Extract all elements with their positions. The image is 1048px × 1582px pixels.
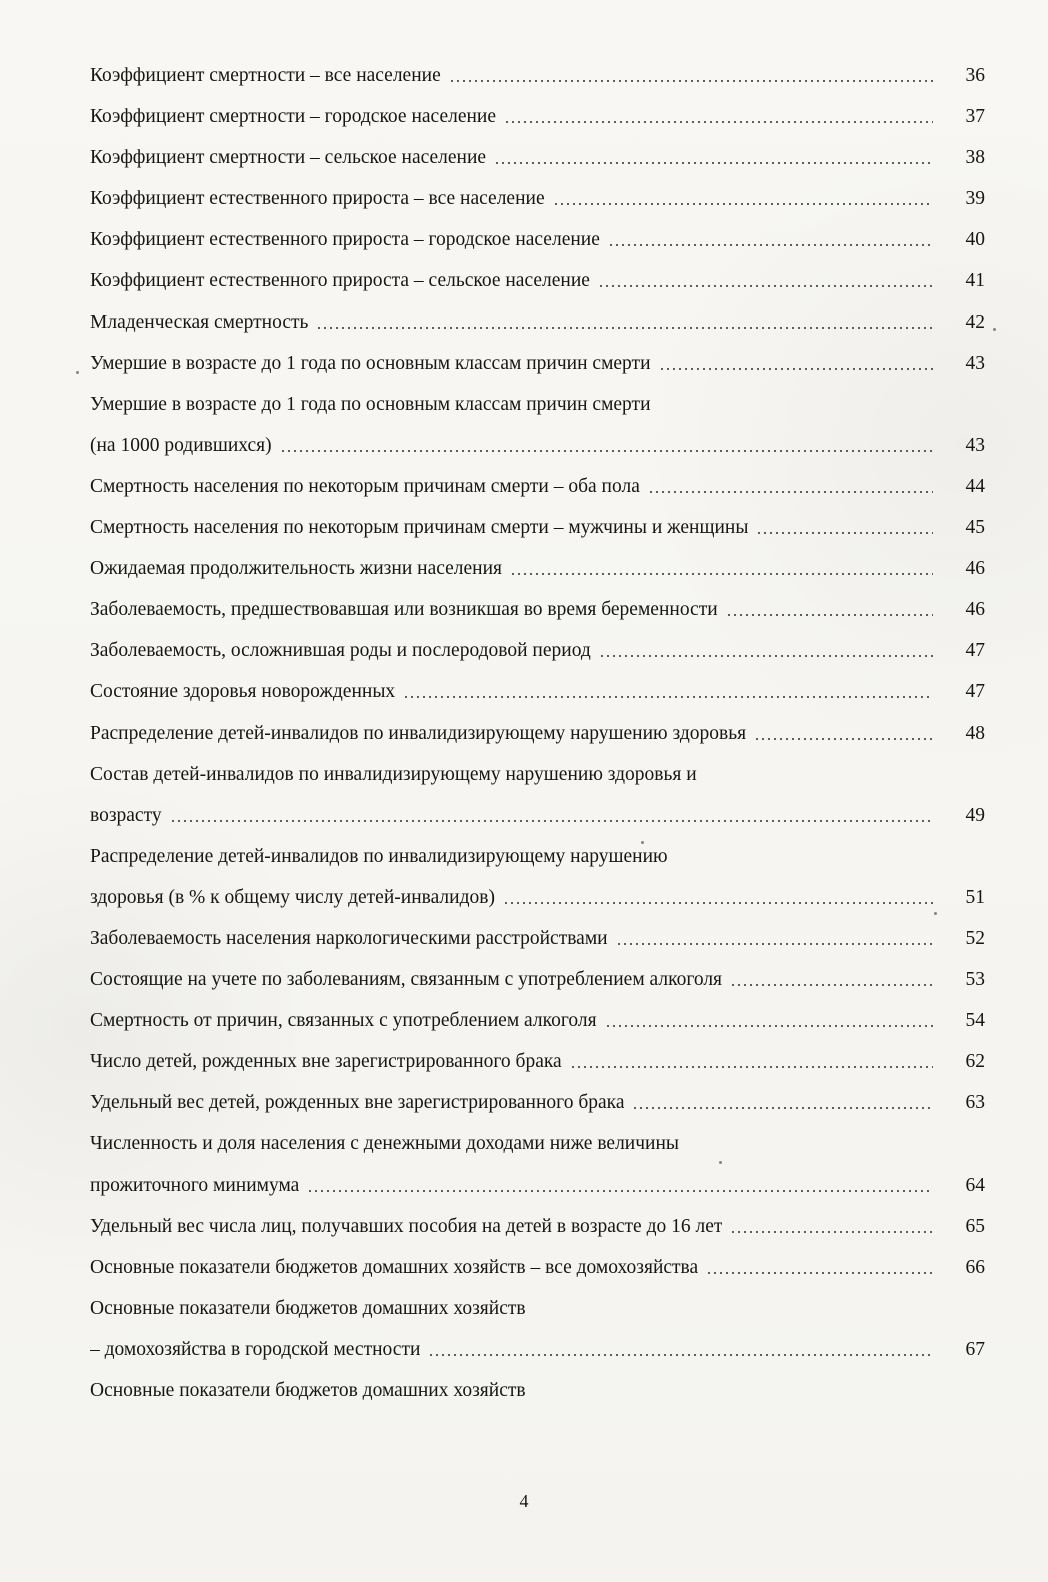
dot-leader bbox=[648, 491, 933, 493]
toc-entry bbox=[90, 302, 985, 343]
dot-leader bbox=[599, 655, 933, 657]
scan-speck bbox=[719, 1161, 722, 1164]
toc-entry-title: Состоящие на учете по заболеваниям, связанным с употреблением алкоголя bbox=[90, 969, 723, 991]
toc-entry bbox=[90, 713, 985, 754]
dot-leader bbox=[504, 121, 933, 123]
toc-entry bbox=[90, 384, 985, 425]
toc-entry bbox=[90, 589, 985, 630]
toc-entry bbox=[90, 260, 985, 301]
dot-leader bbox=[316, 327, 933, 329]
dot-leader bbox=[170, 820, 933, 822]
scan-speck bbox=[76, 371, 79, 374]
dot-leader bbox=[756, 532, 933, 534]
dot-leader bbox=[616, 943, 933, 945]
toc-entry bbox=[90, 877, 985, 918]
table-of-contents bbox=[90, 55, 985, 1411]
scan-speck bbox=[993, 328, 996, 331]
scan-speck bbox=[641, 841, 644, 844]
dot-leader bbox=[659, 368, 933, 370]
toc-entry bbox=[90, 1123, 985, 1164]
toc-entry-title: Смертность населения по некоторым причинам смерти – мужчины и женщины bbox=[90, 517, 749, 539]
toc-entry-title: (на 1000 родившихся) bbox=[90, 434, 272, 456]
toc-entry-title: Коэффициент смертности – сельское население bbox=[90, 147, 487, 169]
toc-entry-title: Основные показатели бюджетов домашних хозяйств bbox=[90, 1297, 526, 1319]
toc-entry-page-number: 51 bbox=[965, 886, 985, 908]
dot-leader bbox=[706, 1272, 933, 1274]
toc-entry bbox=[90, 918, 985, 959]
dot-leader bbox=[726, 614, 933, 616]
toc-entry-page-number: 36 bbox=[965, 65, 985, 86]
toc-entry-page-number: 67 bbox=[965, 1338, 985, 1360]
toc-entry bbox=[90, 137, 985, 178]
toc-entry-title: – домохозяйства в городской местности bbox=[90, 1338, 421, 1360]
toc-entry-page-number: 53 bbox=[965, 969, 985, 991]
toc-entry-title: Состав детей-инвалидов по инвалидизирующему нарушению здоровья и bbox=[90, 763, 697, 785]
dot-leader bbox=[754, 738, 933, 740]
dot-leader bbox=[598, 285, 933, 287]
scan-speck bbox=[934, 912, 937, 915]
toc-entry-title: Распределение детей-инвалидов по инвалидизирующему нарушению bbox=[90, 845, 668, 867]
toc-entry-title: Умершие в возрасте до 1 года по основным классам причин смерти bbox=[90, 393, 651, 415]
dot-leader bbox=[608, 244, 933, 246]
toc-entry-page-number: 43 bbox=[965, 352, 985, 374]
dot-leader bbox=[510, 573, 933, 575]
toc-entry-page-number: 62 bbox=[965, 1051, 985, 1073]
toc-entry-title: Распределение детей-инвалидов по инвалидизирующему нарушению здоровья bbox=[90, 722, 747, 744]
dot-leader bbox=[605, 1025, 933, 1027]
toc-entry-title: Число детей, рожденных вне зарегистрированного брака bbox=[90, 1051, 562, 1073]
toc-entry-page-number: 66 bbox=[965, 1256, 985, 1278]
toc-entry-page-number: 47 bbox=[965, 640, 985, 662]
toc-entry bbox=[90, 507, 985, 548]
toc-entry-page-number: 45 bbox=[965, 517, 985, 539]
toc-entry-title: здоровья (в % к общему числу детей-инвалидов) bbox=[90, 886, 495, 908]
toc-entry-page-number: 46 bbox=[965, 599, 985, 621]
toc-entry bbox=[90, 1206, 985, 1247]
toc-entry-title: Заболеваемость, осложнившая роды и послеродовой период bbox=[90, 640, 591, 662]
toc-entry-page-number: 44 bbox=[965, 475, 985, 497]
toc-entry-title: Коэффициент естественного прироста – сельское население bbox=[90, 270, 590, 292]
toc-entry bbox=[90, 754, 985, 795]
dot-leader bbox=[403, 696, 933, 698]
toc-entry-title: возрасту bbox=[90, 804, 162, 826]
toc-entry-page-number: 41 bbox=[965, 270, 985, 292]
toc-entry bbox=[90, 1000, 985, 1041]
toc-entry-title: Удельный вес числа лиц, получавших пособия на детей в возрасте до 16 лет bbox=[90, 1215, 723, 1237]
toc-entry-page-number: 46 bbox=[965, 558, 985, 580]
toc-entry bbox=[90, 1288, 985, 1329]
toc-entry-title: Умершие в возрасте до 1 года по основным классам причин смерти bbox=[90, 352, 651, 374]
dot-leader bbox=[428, 1354, 933, 1356]
dot-leader bbox=[730, 984, 933, 986]
toc-entry bbox=[90, 96, 985, 137]
toc-entry bbox=[90, 1041, 985, 1082]
toc-entry-title: Смертность населения по некоторым причинам смерти – оба пола bbox=[90, 475, 640, 497]
toc-entry-title: Смертность от причин, связанных с употреблением алкоголя bbox=[90, 1010, 597, 1032]
toc-entry bbox=[90, 466, 985, 507]
toc-entry-title: Основные показатели бюджетов домашних хозяйств – все домохозяйства bbox=[90, 1256, 699, 1278]
toc-entry bbox=[90, 1247, 985, 1288]
toc-entry bbox=[90, 219, 985, 260]
toc-entry-title: Коэффициент естественного прироста – городское население bbox=[90, 229, 600, 251]
toc-entry-page-number: 37 bbox=[965, 106, 985, 128]
dot-leader bbox=[632, 1107, 933, 1109]
toc-entry bbox=[90, 55, 985, 96]
toc-entry-page-number: 48 bbox=[965, 722, 985, 744]
toc-entry-page-number: 42 bbox=[965, 311, 985, 333]
dot-leader bbox=[449, 80, 933, 82]
toc-entry bbox=[90, 671, 985, 712]
toc-entry-title: Заболеваемость населения наркологическими расстройствами bbox=[90, 927, 608, 949]
toc-entry-page-number: 38 bbox=[965, 147, 985, 169]
dot-leader bbox=[494, 162, 933, 164]
toc-entry-title: Основные показатели бюджетов домашних хозяйств bbox=[90, 1380, 526, 1401]
toc-entry-page-number: 63 bbox=[965, 1092, 985, 1114]
dot-leader bbox=[570, 1066, 933, 1068]
toc-entry-page-number: 52 bbox=[965, 927, 985, 949]
toc-entry-page-number: 49 bbox=[965, 804, 985, 826]
toc-entry bbox=[90, 1329, 985, 1370]
toc-entry bbox=[90, 1082, 985, 1123]
dot-leader bbox=[730, 1231, 933, 1233]
toc-entry bbox=[90, 178, 985, 219]
toc-entry-title: Численность и доля населения с денежными доходами ниже величины bbox=[90, 1133, 680, 1155]
dot-leader bbox=[307, 1190, 933, 1192]
toc-entry bbox=[90, 1165, 985, 1206]
toc-entry-title: Удельный вес детей, рожденных вне зарегистрированного брака bbox=[90, 1092, 625, 1114]
toc-entry bbox=[90, 548, 985, 589]
dot-leader bbox=[503, 902, 933, 904]
page-number: 4 bbox=[519, 1491, 529, 1511]
toc-entry-page-number: 39 bbox=[965, 188, 985, 210]
toc-entry bbox=[90, 343, 985, 384]
toc-entry-page-number: 64 bbox=[965, 1174, 985, 1196]
toc-entry-title: прожиточного минимума bbox=[90, 1174, 300, 1196]
toc-entry-page-number: 40 bbox=[965, 229, 985, 251]
toc-entry bbox=[90, 959, 985, 1000]
toc-entry-page-number: 47 bbox=[965, 681, 985, 703]
toc-entry-title: Коэффициент естественного прироста – все население bbox=[90, 188, 545, 210]
toc-entry bbox=[90, 630, 985, 671]
toc-entry-title: Младенческая смертность bbox=[90, 311, 309, 333]
toc-entry bbox=[90, 425, 985, 466]
toc-entry bbox=[90, 1370, 985, 1411]
toc-entry-page-number: 54 bbox=[965, 1010, 985, 1032]
toc-entry-title: Состояние здоровья новорожденных bbox=[90, 681, 396, 703]
toc-entry-title: Коэффициент смертности – городское население bbox=[90, 106, 497, 128]
toc-entry-title: Коэффициент смертности – все население bbox=[90, 65, 441, 86]
dot-leader bbox=[280, 450, 933, 452]
toc-entry bbox=[90, 795, 985, 836]
toc-entry bbox=[90, 836, 985, 877]
toc-entry-page-number: 43 bbox=[965, 434, 985, 456]
toc-entry-page-number: 65 bbox=[965, 1215, 985, 1237]
dot-leader bbox=[553, 203, 933, 205]
toc-entry-title: Ожидаемая продолжительность жизни населения bbox=[90, 558, 502, 580]
toc-entry-title: Заболеваемость, предшествовавшая или возникшая во время беременности bbox=[90, 599, 718, 621]
